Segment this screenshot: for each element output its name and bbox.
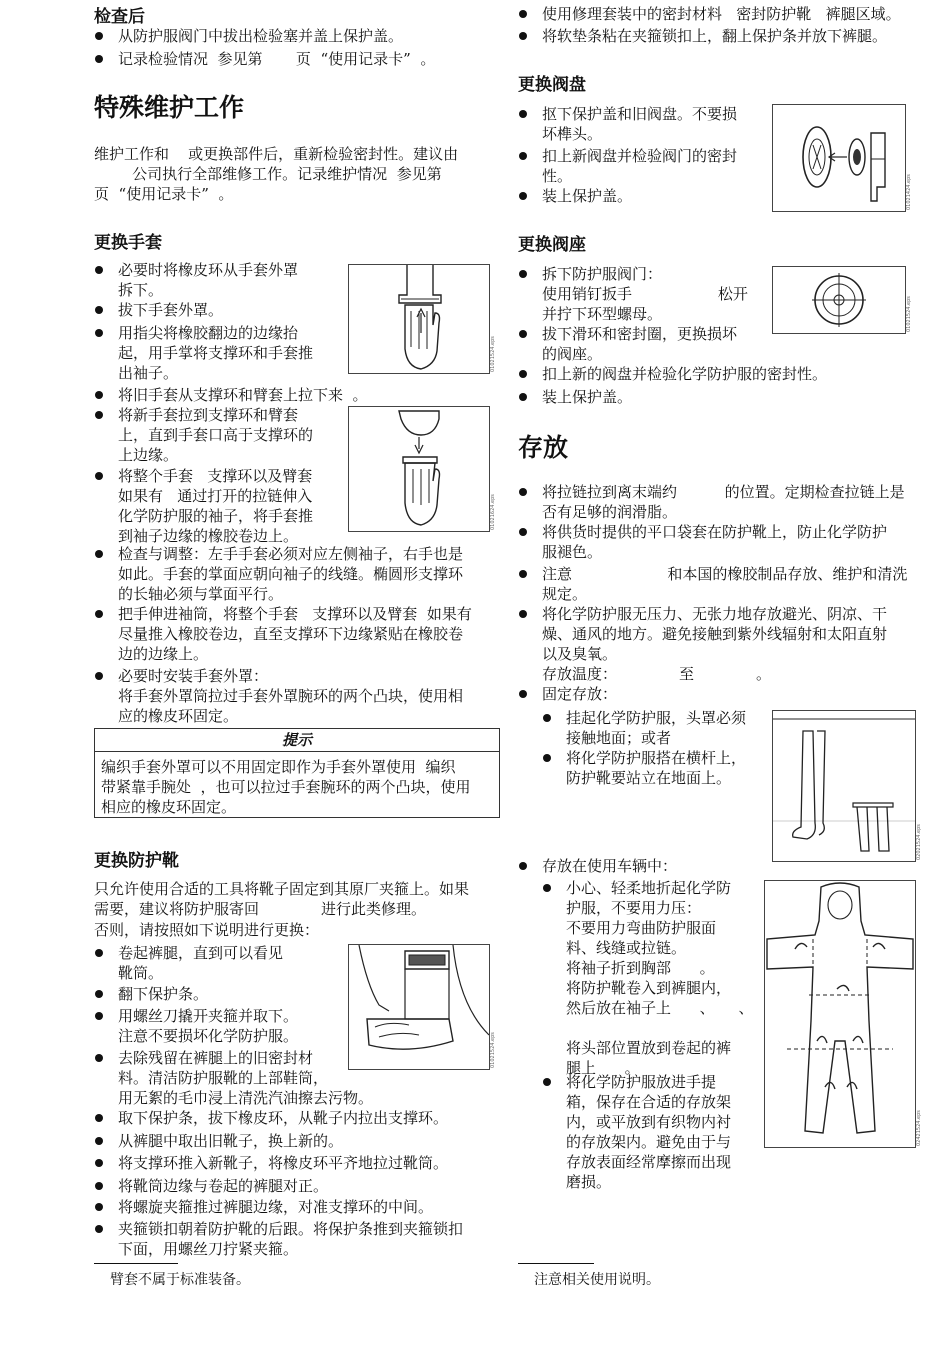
sub-list-item: 小心、轻柔地折起化学防 护服，不要用力压： 不要用力弯曲防护服面 料、线缝或拉链。 将袖子折到胸部 。 将防护靴卷入到裤腿内， 然后放在袖子上 、 、 将头部位置放到卷起的裤 腿上 。 — [566, 879, 754, 1077]
folding-figure — [764, 880, 916, 1148]
replace-valve-seat-heading: 更换阀座 — [518, 235, 586, 255]
list-item: 记录检验情况 参见第 页 “使用记录卡” 。 — [118, 50, 436, 68]
valve-disc-figure — [772, 104, 906, 212]
special-maintenance-paragraph: 维护工作和 或更换部件后，重新检验密封性。建议由 公司执行全部维修工作。记录维护情况 参见第 页 “使用记录卡” 。 — [94, 145, 459, 203]
list-item: 扣上新阀盘并检验阀门的密封 性。 — [542, 147, 738, 185]
boot-paragraph: 否则，请按照如下说明进行更换： — [94, 921, 320, 939]
list-item: 将软垫条粘在夹箍锁扣上，翻上保护条并放下裤腿。 — [542, 27, 888, 45]
hanging-storage-figure — [772, 710, 916, 862]
hint-title: 提示 — [95, 729, 499, 752]
list-item: 将靴筒边缘与卷起的裤腿对正。 — [118, 1177, 329, 1195]
storage-heading: 存放 — [518, 433, 569, 462]
list-item: 必要时安装手套外罩： 将手套外罩筒拉过手套外罩腕环的两个凸块，使用相 应的橡皮环固定。 — [118, 667, 464, 725]
sub-list-item: 将化学防护服搭在横杆上， 防护靴要站立在地面上。 — [566, 749, 747, 787]
list-item: 将支撑环推入新靴子，将橡皮环平齐地拉过靴筒。 — [118, 1154, 449, 1172]
list-item: 卷起裤腿，直到可以看见 靴筒。 — [118, 944, 284, 982]
list-item: 拆下防护服阀门： 使用销钉扳手 松开 并拧下环型螺母。 — [542, 265, 748, 323]
glove-illustration — [349, 407, 489, 531]
list-item: 将旧手套从支撑环和臂套上拉下来 。 — [118, 386, 368, 404]
figure-id: 02421524.eps — [916, 1110, 922, 1146]
valve-seat-illustration — [773, 267, 905, 333]
special-maintenance-heading: 特殊维护工作 — [94, 93, 245, 122]
valve-disc-illustration — [773, 105, 905, 211]
suit-folding-illustration — [765, 881, 915, 1147]
glove-illustration — [349, 265, 489, 373]
list-item: 装上保护盖。 — [542, 187, 633, 205]
valve-seat-figure — [772, 266, 906, 334]
hint-text: 编织手套外罩可以不用固定即作为手套外罩使用 编织 带紧靠手腕处 ，也可以拉过手套腕环的两个凸块，使用 相应的橡皮环固定。 — [101, 758, 471, 816]
list-item: 扣上新的阀盘并检验化学防护服的密封性。 — [542, 365, 828, 383]
sub-list-item: 将化学防护服放进手提 箱，保存在合适的存放架 内，或平放到有织物内衬 的存放架内。避免由于与 存放表面经常摩擦而出现 磨损。 — [566, 1073, 732, 1191]
storage-illustration — [773, 711, 915, 861]
hint-box — [94, 728, 500, 818]
list-item: 夹箍锁扣朝着防护靴的后跟。将保护条推到夹箍锁扣 下面，用螺丝刀拧紧夹箍。 — [118, 1220, 464, 1258]
footnote-divider — [94, 1263, 178, 1264]
list-item: 装上保护盖。 — [542, 388, 633, 406]
list-item: 从裤腿中取出旧靴子，换上新的。 — [118, 1132, 344, 1150]
replace-valve-disc-heading: 更换阀盘 — [518, 75, 586, 95]
glove-removal-figure — [348, 264, 490, 374]
list-item: 检查与调整：左手手套必须对应左侧袖子，右手也是 如此。手套的掌面应朝向袖子的线缝。椭圆形支撑环 的长轴必须与掌面平行。 — [118, 545, 464, 603]
list-item: 抠下保护盖和旧阀盘。不要损 坏榫头。 — [542, 105, 738, 143]
list-item: 将化学防护服无压力、无张力地存放避光、阴凉、干 燥、通风的地方。避免接触到紫外线辐射和太阳直射 以及臭氧。 存放温度： 至 。 — [542, 605, 888, 683]
list-item: 将螺旋夹箍推过裤腿边缘，对准支撑环的中间。 — [118, 1198, 434, 1216]
boot-figure — [348, 944, 490, 1070]
list-item: 将新手套拉到支撑环和臂套 上，直到手套口高于支撑环的 上边缘。 — [118, 406, 314, 464]
list-item: 使用修理套装中的密封材料 密封防护靴 裤腿区域。 — [542, 5, 901, 23]
list-item: 用螺丝刀撬开夹箍并取下。 注意不要损坏化学防护服。 — [118, 1007, 299, 1045]
figure-id: 01021624.eps — [490, 494, 496, 530]
list-item: 将整个手套 支撑环以及臂套 如果有 通过打开的拉链伸入 化学防护服的袖子，将手套推 到袖子边缘的橡胶卷边上。 — [118, 467, 314, 545]
figure-id: 01021424.eps — [906, 174, 912, 210]
list-item: 从防护服阀门中拔出检验塞并盖上保护盖。 — [118, 27, 404, 45]
list-item: 拔下手套外罩。 — [118, 301, 224, 319]
list-item: 将供货时提供的平口袋套在防护靴上，防止化学防护 服褪色。 — [542, 523, 888, 561]
figure-id: 01021524.eps — [490, 336, 496, 372]
list-item: 取下保护条，拔下橡皮环，从靴子内拉出支撑环。 — [118, 1109, 449, 1127]
boot-paragraph: 只允许使用合适的工具将靴子固定到其原厂夹箍上。如果 需要，建议将防护服寄回 进行此类修理。 — [94, 880, 470, 918]
list-item: 存放在使用车辆中： — [542, 857, 678, 875]
list-item: 注意 和本国的橡胶制品存放、维护和清洗 规定。 — [542, 565, 908, 603]
list-item: 必要时将橡皮环从手套外罩 拆下。 — [118, 261, 299, 299]
footnote-divider — [518, 1263, 594, 1264]
glove-fitting-figure — [348, 406, 490, 532]
list-item: 拔下滑环和密封圈，更换损坏 的阀座。 — [542, 325, 738, 363]
boot-illustration — [349, 945, 489, 1069]
list-item: 去除残留在裤腿上的旧密封材 料。清洁防护服靴的上部鞋筒， 用无絮的毛巾浸上清洗汽油擦去污物。 — [118, 1049, 374, 1107]
list-item: 固定存放： — [542, 685, 618, 703]
sub-list-item: 挂起化学防护服，头罩必须 接触地面；或者 — [566, 709, 747, 747]
list-item: 将拉链拉到离末端约 的位置。定期检查拉链上是 否有足够的润滑脂。 — [542, 483, 905, 521]
replace-boot-heading: 更换防护靴 — [94, 851, 179, 871]
figure-id: 02021524.eps — [916, 824, 922, 860]
list-item: 把手伸进袖筒，将整个手套 支撑环以及臂套 如果有 尽量推入橡胶卷边，直至支撑环下边缘紧贴在橡胶卷 边的边缘上。 — [118, 605, 472, 663]
footnote: 臂套不属于标准装备。 — [110, 1272, 250, 1288]
list-item: 翻下保护条。 — [118, 985, 209, 1003]
figure-id: 01021524.eps — [490, 1032, 496, 1068]
footnote: 注意相关使用说明。 — [534, 1272, 660, 1288]
list-item: 用指尖将橡胶翻边的边缘抬 起，用手掌将支撑环和手套推 出袖子。 — [118, 324, 314, 382]
figure-id: 01021524.eps — [906, 296, 912, 332]
replace-glove-heading: 更换手套 — [94, 233, 162, 253]
after-check-heading: 检查后 — [94, 7, 145, 27]
